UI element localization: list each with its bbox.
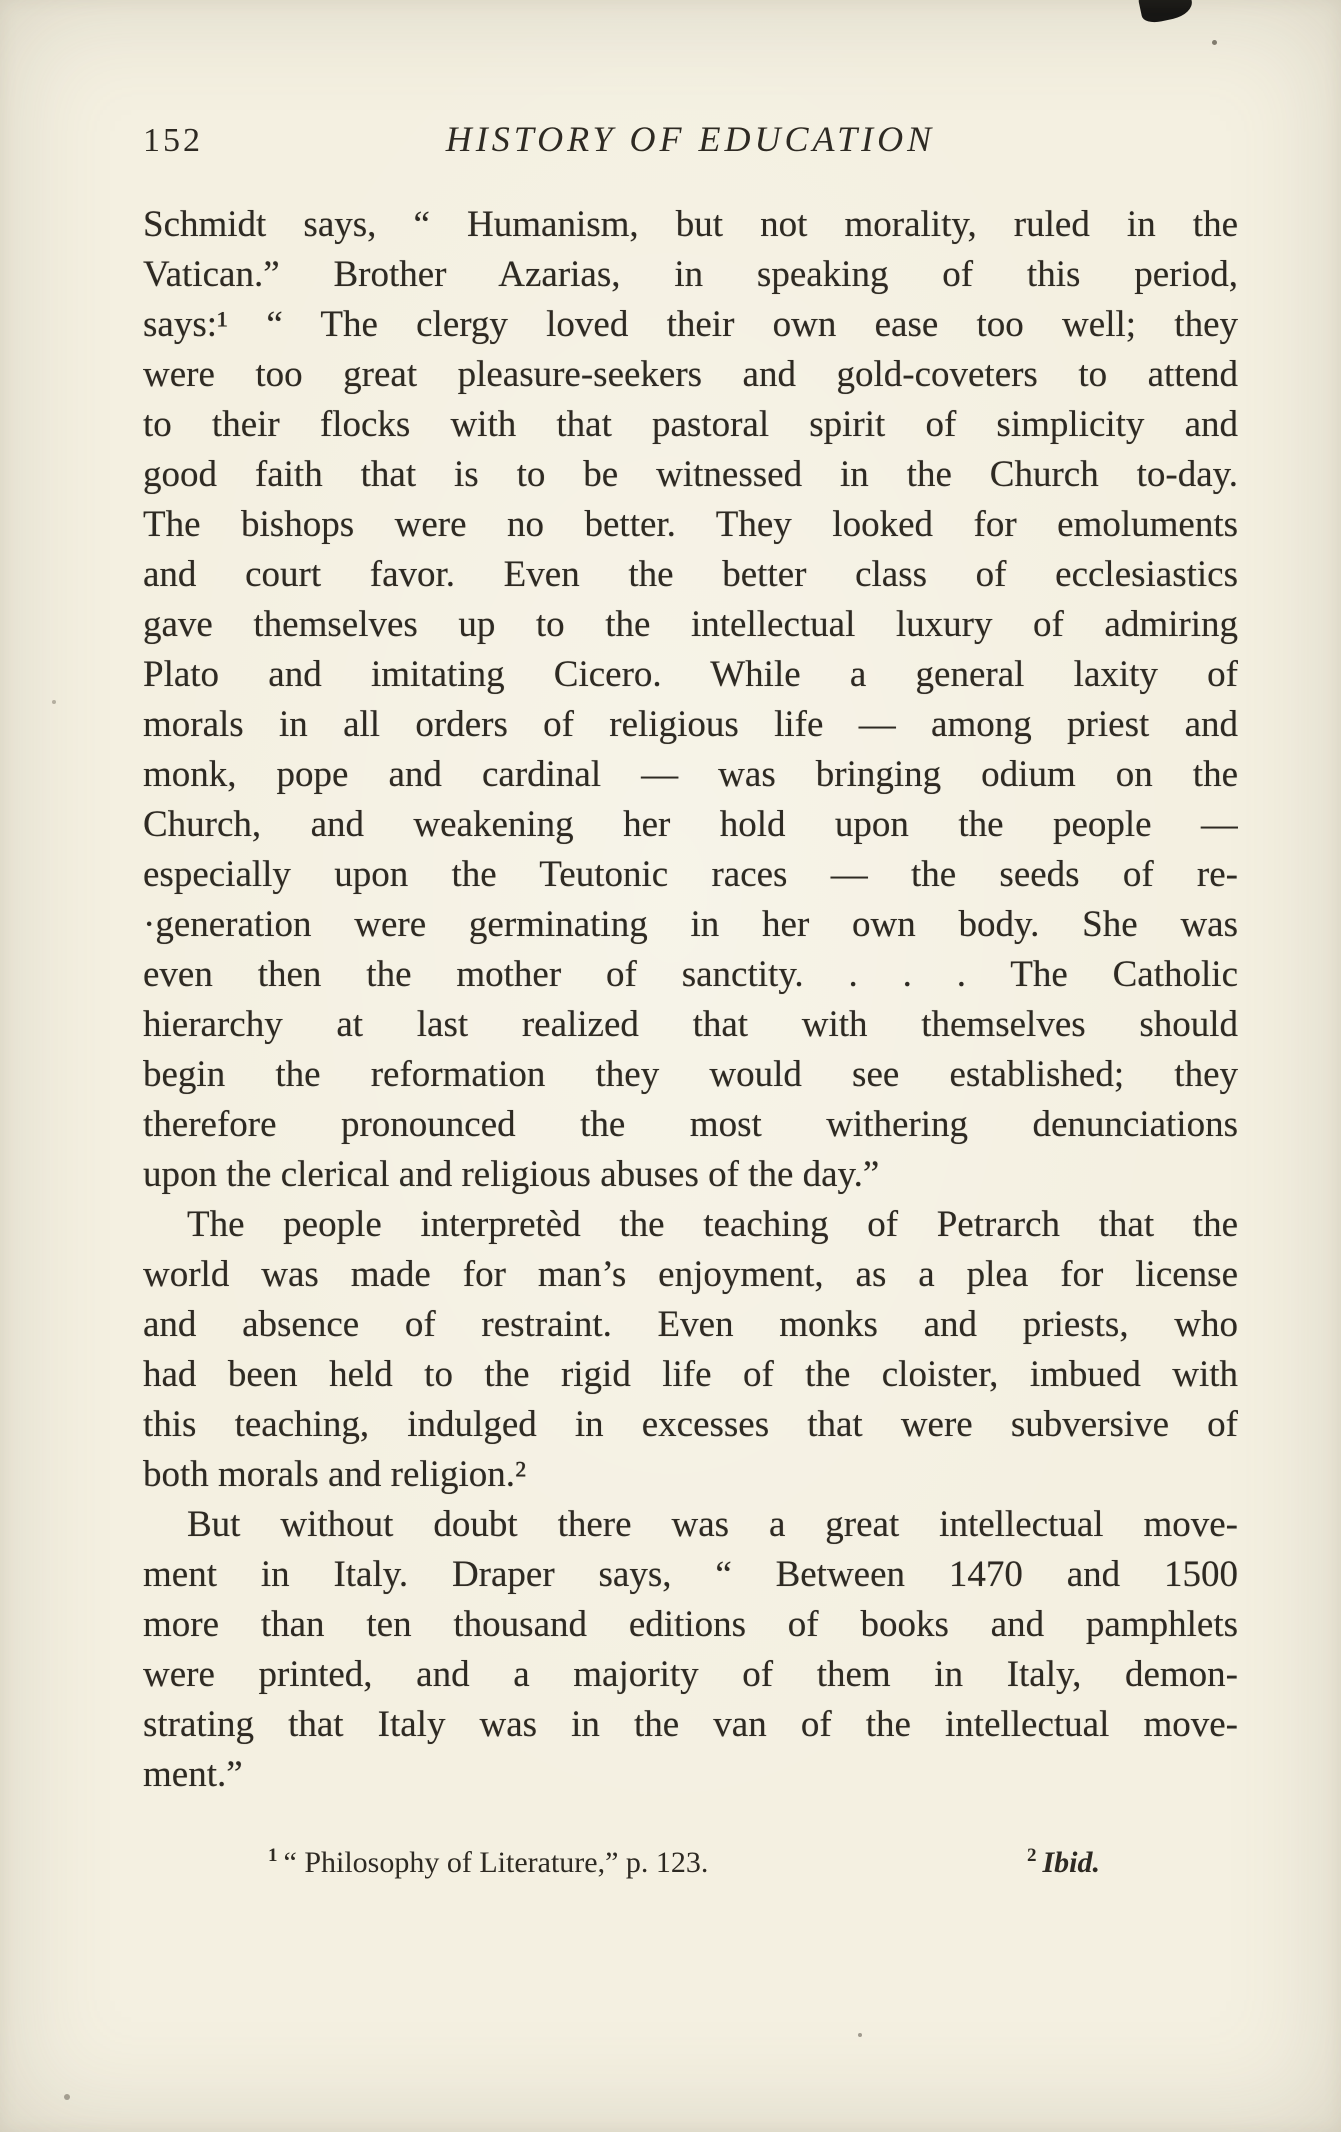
text-line: good faith that is to be witnessed in the Church to-day. [143,454,1238,495]
running-head: HISTORY OF EDUCATION [445,119,936,159]
text-line: ment.” [143,1754,243,1795]
text-line: gave themselves up to the intellectual luxury of admiring [143,604,1238,645]
text-line: Vatican.” Brother Azarias, in speaking of this period, [143,254,1238,295]
footnote-2-marker: 2 [1026,1845,1037,1866]
text-line: hierarchy at last realized that with themselves should [143,1004,1238,1045]
text-line: morals in all orders of religious life — among priest and [143,704,1238,745]
text-line: monk, pope and cardinal — was bringing odium on the [143,754,1238,795]
text-line: world was made for man’s enjoyment, as a plea for license [143,1254,1238,1295]
text-line: to their flocks with that pastoral spirit of simplicity and [143,404,1238,445]
scan-speck [64,2094,70,2100]
text-line: upon the clerical and religious abuses of the day.” [143,1154,880,1195]
text-line: says:¹ “ The clergy loved their own ease too well; they [143,304,1238,345]
text-line: But without doubt there was a great intellectual move- [187,1504,1238,1545]
text-line: especially upon the Teutonic races — the seeds of re- [143,854,1238,895]
scan-speck [1212,40,1217,45]
paragraph [143,1500,1238,1800]
paragraph [143,1200,1238,1500]
paragraph [143,200,1238,1200]
text-line: ment in Italy. Draper says, “ Between 1470 and 1500 [143,1554,1238,1595]
scan-speck [52,700,56,704]
text-line: begin the reformation they would see established; they [143,1054,1238,1095]
body-text [143,200,1238,1800]
text-line: therefore pronounced the most withering denunciations [143,1104,1238,1145]
scan-speck [858,2033,862,2037]
text-line: ·generation were germinating in her own body. She was [143,904,1238,945]
text-line: strating that Italy was in the van of the intellectual move- [143,1704,1238,1745]
text-line: The bishops were no better. They looked for emoluments [143,504,1238,545]
footnotes [143,1845,1238,1880]
footnote-1-marker: 1 [268,1845,278,1866]
footnote-2-text: Ibid. [1042,1846,1100,1879]
footnote-2 [1027,1845,1100,1880]
text-line: more than ten thousand editions of books and pamphlets [143,1604,1238,1645]
page-number: 152 [143,122,203,159]
text-line: Church, and weakening her hold upon the people — [143,804,1238,845]
text-line: had been held to the rigid life of the cloister, imbued with [143,1354,1238,1395]
text-line: this teaching, indulged in excesses that were subversive of [143,1404,1238,1445]
footnote-1-text: “ Philosophy of Literature,” p. 123. [283,1846,709,1879]
text-line: even then the mother of sanctity. . . . The Catholic [143,954,1238,995]
text-line: were too great pleasure-seekers and gold-coveters to attend [143,354,1238,395]
text-line: were printed, and a majority of them in Italy, demon- [143,1654,1238,1695]
footnote-1 [268,1845,708,1880]
text-line: both morals and religion.² [143,1454,527,1495]
text-line: The people interpretèd the teaching of Petrarch that the [187,1204,1238,1245]
text-line: Schmidt says, “ Humanism, but not morality, ruled in the [143,204,1238,245]
scan-ink-mark [1137,0,1194,25]
text-line: and absence of restraint. Even monks and priests, who [143,1304,1238,1345]
text-line: and court favor. Even the better class of ecclesiastics [143,554,1238,595]
text-line: Plato and imitating Cicero. While a general laxity of [143,654,1238,695]
page-header [143,118,1238,164]
